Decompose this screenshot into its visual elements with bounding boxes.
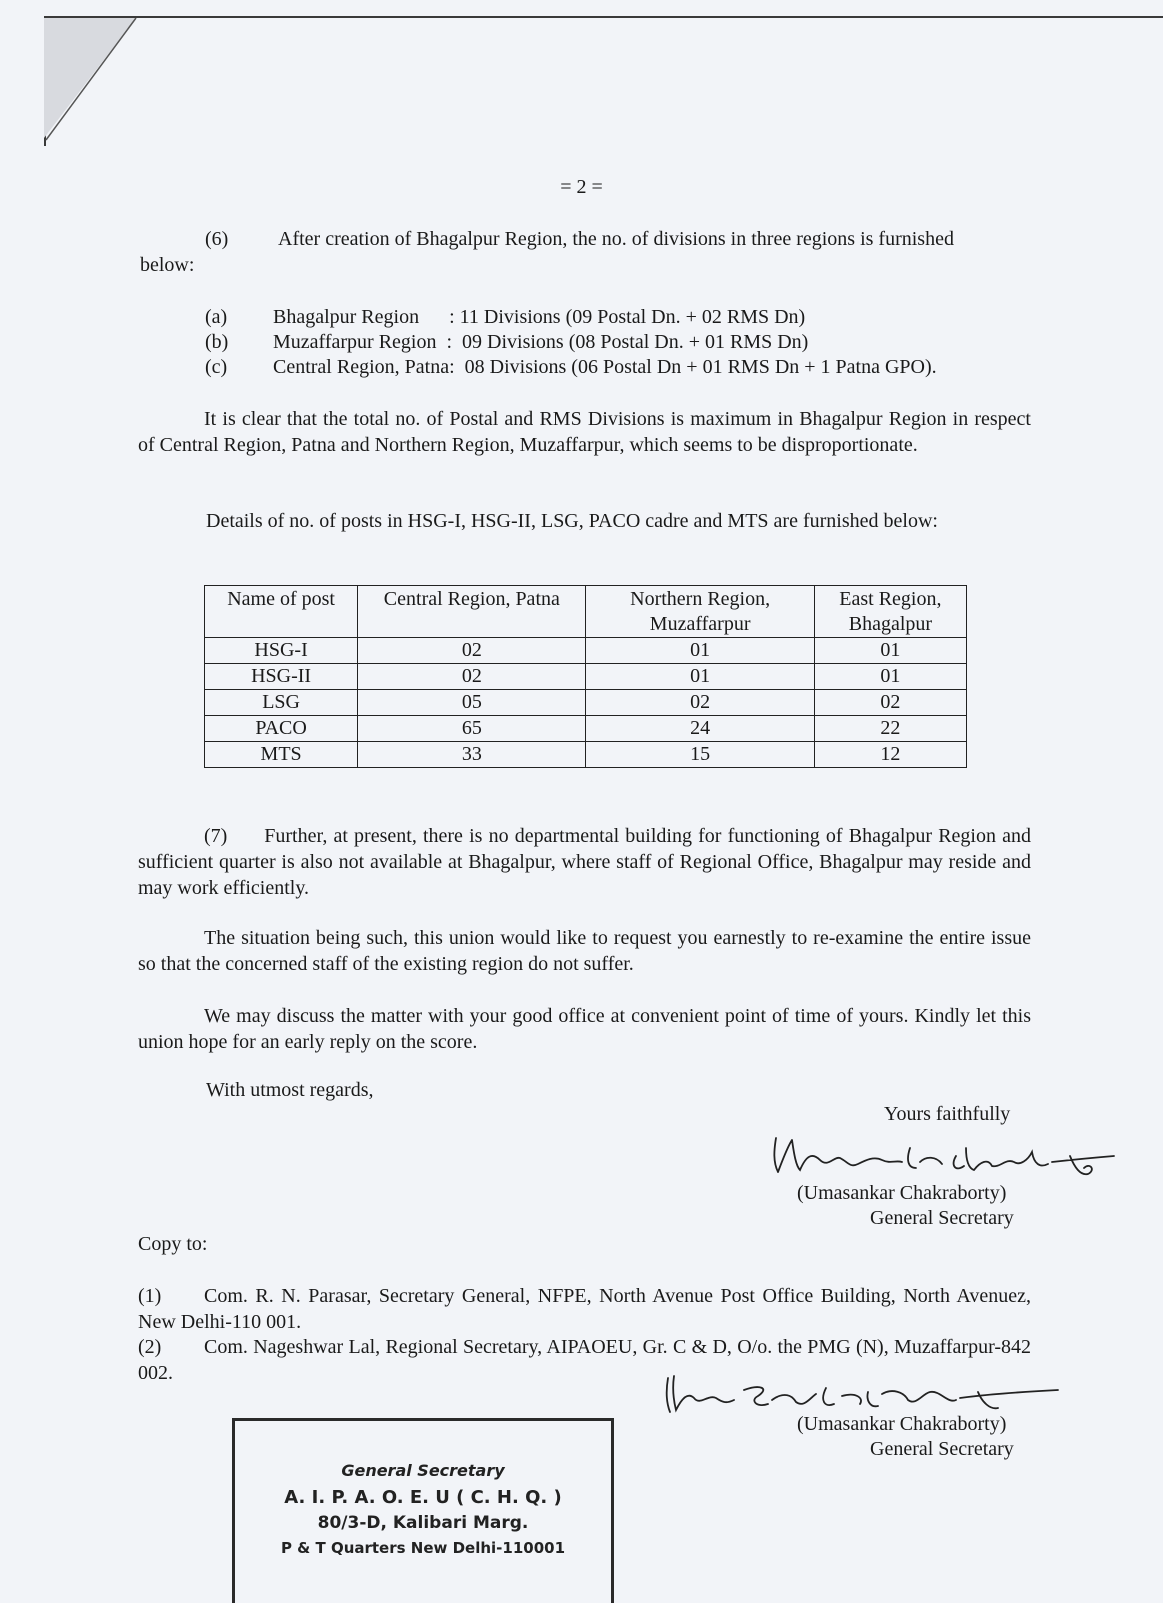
para-discuss (138, 1003, 1031, 1055)
stamp-line-2: A. I. P. A. O. E. U ( C. H. Q. ) (284, 1487, 562, 1508)
para7-number: (7) (204, 825, 228, 847)
handwritten-signature (660, 1364, 1060, 1420)
table-cell: MTS (205, 742, 358, 768)
signatory-title: General Secretary (870, 1207, 1014, 1229)
para6-text-line1: After creation of Bhagalpur Region, the no. of divisions in three regions is furnished (278, 228, 954, 250)
region-item-label: (c) (205, 356, 228, 378)
signatory-name: (Umasankar Chakraborty) (797, 1413, 1007, 1435)
posts-table (204, 585, 967, 768)
scan-top-edge (44, 16, 1163, 18)
table-row (205, 664, 967, 690)
table-cell: HSG-II (205, 664, 358, 690)
copy-to-item-1 (138, 1283, 1031, 1335)
table-cell: 01 (814, 638, 966, 664)
table-cell: 01 (586, 664, 814, 690)
region-item-text: Bhagalpur Region : 11 Divisions (09 Postal Dn. + 02 RMS Dn) (273, 306, 806, 328)
table-cell: 02 (814, 690, 966, 716)
para6-text-line2: below: (140, 254, 195, 276)
table-cell: 15 (586, 742, 814, 768)
copy-to-label: Copy to: (138, 1233, 208, 1255)
table-cell: 22 (814, 716, 966, 742)
regards-line: With utmost regards, (206, 1079, 374, 1101)
union-stamp (232, 1418, 614, 1603)
table-row (205, 716, 967, 742)
table-row (205, 742, 967, 768)
table-cell: 02 (358, 638, 586, 664)
table-cell: 01 (814, 664, 966, 690)
signatory-title: General Secretary (870, 1438, 1014, 1460)
page-number: = 2 = (560, 176, 603, 198)
stamp-line-4: P & T Quarters New Delhi-110001 (280, 1539, 566, 1557)
table-cell: 02 (358, 664, 586, 690)
para-details: Details of no. of posts in HSG-I, HSG-II, LSG, PACO cadre and MTS are furnished below: (206, 510, 938, 532)
para-situation (138, 925, 1031, 977)
table-header-cell: Name of post (205, 586, 358, 638)
region-item-text: Muzaffarpur Region : 09 Divisions (08 Postal Dn. + 01 RMS Dn) (273, 331, 809, 353)
table-cell: LSG (205, 690, 358, 716)
table-cell: PACO (205, 716, 358, 742)
region-item-text: Central Region, Patna: 08 Divisions (06 Postal Dn + 01 RMS Dn + 1 Patna GPO). (273, 356, 937, 378)
para-clear (138, 406, 1031, 458)
table-row (205, 638, 967, 664)
copy-to-text: Com. Nageshwar Lal, Regional Secretary, AIPAOEU, Gr. C & D, O/o. the PMG (N), Muzaffarpur-842 002. (138, 1336, 1031, 1384)
table-cell: 02 (586, 690, 814, 716)
table-cell: 01 (586, 638, 814, 664)
copy-to-number: (2) (138, 1336, 162, 1358)
para6-number: (6) (205, 228, 229, 250)
table-cell: 05 (358, 690, 586, 716)
handwritten-signature (770, 1126, 1115, 1184)
copy-to-text: Com. R. N. Parasar, Secretary General, NFPE, North Avenue Post Office Building, North Avenuez, New Delhi-110 001. (138, 1285, 1031, 1333)
table-cell: 24 (586, 716, 814, 742)
region-item-label: (a) (205, 306, 228, 328)
para-discuss-text: We may discuss the matter with your good office at convenient point of time of yours. Kindly let this union hope for an early reply on the score. (138, 1005, 1031, 1053)
table-header-cell: Central Region, Patna (358, 586, 586, 638)
table-header-row (205, 586, 967, 638)
table-header-cell: East Region, Bhagalpur (814, 586, 966, 638)
stamp-line-3: 80/3-D, Kalibari Marg. (317, 1513, 529, 1533)
para7-text: Further, at present, there is no departmental building for functioning of Bhagalpur Region and sufficient quarter is also not available at Bhagalpur, where staff of Regional Office, Bhagalpur may reside and may work efficiently. (138, 825, 1032, 899)
stamp-line-1: General Secretary (341, 1461, 505, 1480)
signatory-name: (Umasankar Chakraborty) (797, 1182, 1007, 1204)
para-situation-text: The situation being such, this union would like to request you earnestly to re-examine the entire issue so that the concerned staff of the existing region do not suffer. (138, 927, 1031, 975)
table-row (205, 690, 967, 716)
region-item-label: (b) (205, 331, 229, 353)
table-header-cell: Northern Region, Muzaffarpur (586, 586, 814, 638)
table-cell: 33 (358, 742, 586, 768)
yours-faithfully: Yours faithfully (884, 1103, 1011, 1125)
folded-corner-graphic (44, 18, 144, 148)
table-cell: HSG-I (205, 638, 358, 664)
para7 (138, 823, 1031, 901)
table-cell: 12 (814, 742, 966, 768)
copy-to-number: (1) (138, 1285, 162, 1307)
table-cell: 65 (358, 716, 586, 742)
para-clear-text: It is clear that the total no. of Postal and RMS Divisions is maximum in Bhagalpur Region in respect of Central Region, Patna and Northern Region, Muzaffarpur, which seems to be disproportionate. (138, 408, 1031, 456)
